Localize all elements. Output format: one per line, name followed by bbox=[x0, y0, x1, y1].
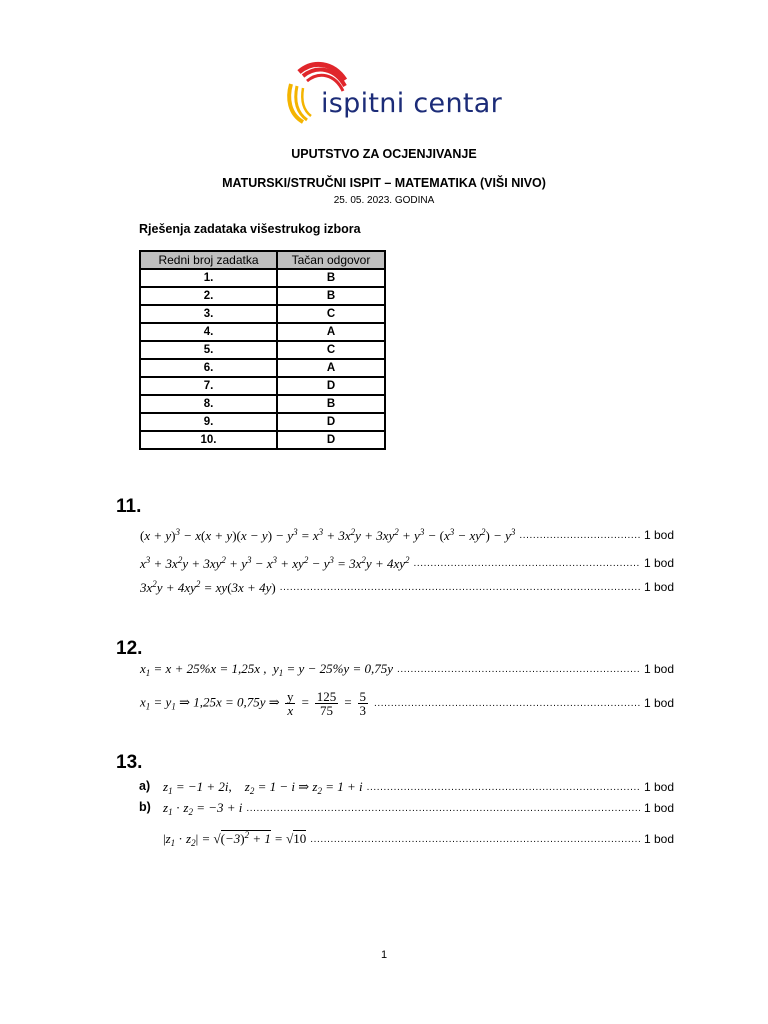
table-row bbox=[140, 305, 385, 323]
task-number-cell: 9. bbox=[140, 413, 277, 431]
task-number-cell: 6. bbox=[140, 359, 277, 377]
task-13-number: 13. bbox=[116, 752, 143, 773]
logo bbox=[285, 58, 502, 130]
part-b-label: b) bbox=[139, 800, 151, 814]
task-number-cell: 7. bbox=[140, 377, 277, 395]
document-subtitle: MATURSKI/STRUČNI ISPIT – MATEMATIKA (VIŠI NIVO) bbox=[222, 176, 546, 190]
dot-leader bbox=[414, 558, 640, 569]
formula: $x^3 + 3x^2y + 3xy^2 + y^3 - x^3 + xy^2 - y^3 = 3x^2y + 4xy^2$ bbox=[140, 555, 410, 571]
answer-cell: B bbox=[277, 395, 385, 413]
solution-line bbox=[140, 524, 674, 544]
task-number-cell: 4. bbox=[140, 323, 277, 341]
dot-leader bbox=[374, 698, 640, 709]
solution-line bbox=[140, 658, 674, 678]
column-header: Redni broj zadatka bbox=[140, 251, 277, 269]
formula: $x_1 = y_1$ ⇒ 1,25x = 0,75y ⇒ $\frac{y}{x}$ = $\frac{125}{75}$ = $\frac{5}{3}$ bbox=[140, 688, 367, 718]
dot-leader bbox=[246, 803, 640, 814]
points-label: 1 bod bbox=[643, 832, 674, 846]
table-row bbox=[140, 395, 385, 413]
answer-cell: C bbox=[277, 341, 385, 359]
table-row bbox=[140, 341, 385, 359]
formula: $3x^2y + 4xy^2 = xy(3x + 4y)$ bbox=[140, 579, 276, 595]
dot-leader bbox=[280, 582, 640, 593]
answer-cell: B bbox=[277, 269, 385, 287]
table-row bbox=[140, 323, 385, 341]
task-12-number: 12. bbox=[116, 638, 143, 659]
task-number-cell: 3. bbox=[140, 305, 277, 323]
dot-leader bbox=[310, 834, 640, 845]
dot-leader bbox=[397, 664, 640, 675]
formula: $z_1 = -1 + 2i$, $z_2 = 1 - i$ ⇒ $z_2 = 1 + i$ bbox=[163, 779, 363, 796]
answer-cell: A bbox=[277, 359, 385, 377]
task-number-cell: 1. bbox=[140, 269, 277, 287]
answers-table bbox=[139, 250, 386, 450]
part-a-label: a) bbox=[139, 779, 151, 793]
formula: $z_1 \cdot z_2 = -3 + i$ bbox=[163, 800, 243, 817]
logo-text: ispitni centar bbox=[321, 88, 502, 119]
points-label: 1 bod bbox=[643, 662, 674, 676]
points-label: 1 bod bbox=[643, 556, 674, 570]
answer-cell: D bbox=[277, 431, 385, 449]
task-number-cell: 5. bbox=[140, 341, 277, 359]
dot-leader bbox=[519, 530, 640, 541]
dot-leader bbox=[367, 782, 640, 793]
table-row bbox=[140, 359, 385, 377]
points-label: 1 bod bbox=[643, 528, 674, 542]
task-number-cell: 2. bbox=[140, 287, 277, 305]
answer-cell: A bbox=[277, 323, 385, 341]
document-date: 25. 05. 2023. GODINA bbox=[333, 195, 435, 206]
solution-line bbox=[163, 822, 674, 848]
solution-line bbox=[140, 576, 674, 596]
formula: $|z_1 \cdot z_2| = √(-3)^2 + 1 = √10$ bbox=[163, 830, 307, 848]
solution-line bbox=[140, 552, 674, 572]
table-row bbox=[140, 377, 385, 395]
solution-line bbox=[163, 797, 674, 817]
table-row bbox=[140, 413, 385, 431]
answer-cell: C bbox=[277, 305, 385, 323]
answer-cell: D bbox=[277, 413, 385, 431]
task-number-cell: 10. bbox=[140, 431, 277, 449]
table-row bbox=[140, 269, 385, 287]
answer-cell: B bbox=[277, 287, 385, 305]
formula: $(x + y)^3 - x(x + y)(x - y) - y^3 = x^3 + 3x^2y + 3xy^2 + y^3 - (x^3 - xy^2) - y^3$ bbox=[140, 527, 516, 543]
points-label: 1 bod bbox=[643, 580, 674, 594]
solution-line bbox=[163, 776, 674, 796]
mc-section-title: Rješenja zadataka višestrukog izbora bbox=[139, 222, 361, 236]
points-label: 1 bod bbox=[643, 780, 674, 794]
formula: $x_1 = x + 25\%x = 1,25x$ , $y_1 = y - 25\%y = 0,75y$ bbox=[140, 661, 393, 678]
points-label: 1 bod bbox=[643, 801, 674, 815]
document-title: UPUTSTVO ZA OCJENJIVANJE bbox=[291, 147, 477, 161]
table-row bbox=[140, 431, 385, 449]
table-header-row bbox=[140, 251, 385, 269]
task-11-number: 11. bbox=[116, 496, 142, 517]
solution-line bbox=[140, 686, 674, 720]
points-label: 1 bod bbox=[643, 696, 674, 710]
page-number: 1 bbox=[380, 949, 388, 961]
answer-cell: D bbox=[277, 377, 385, 395]
task-number-cell: 8. bbox=[140, 395, 277, 413]
column-header: Tačan odgovor bbox=[277, 251, 385, 269]
table-row bbox=[140, 287, 385, 305]
